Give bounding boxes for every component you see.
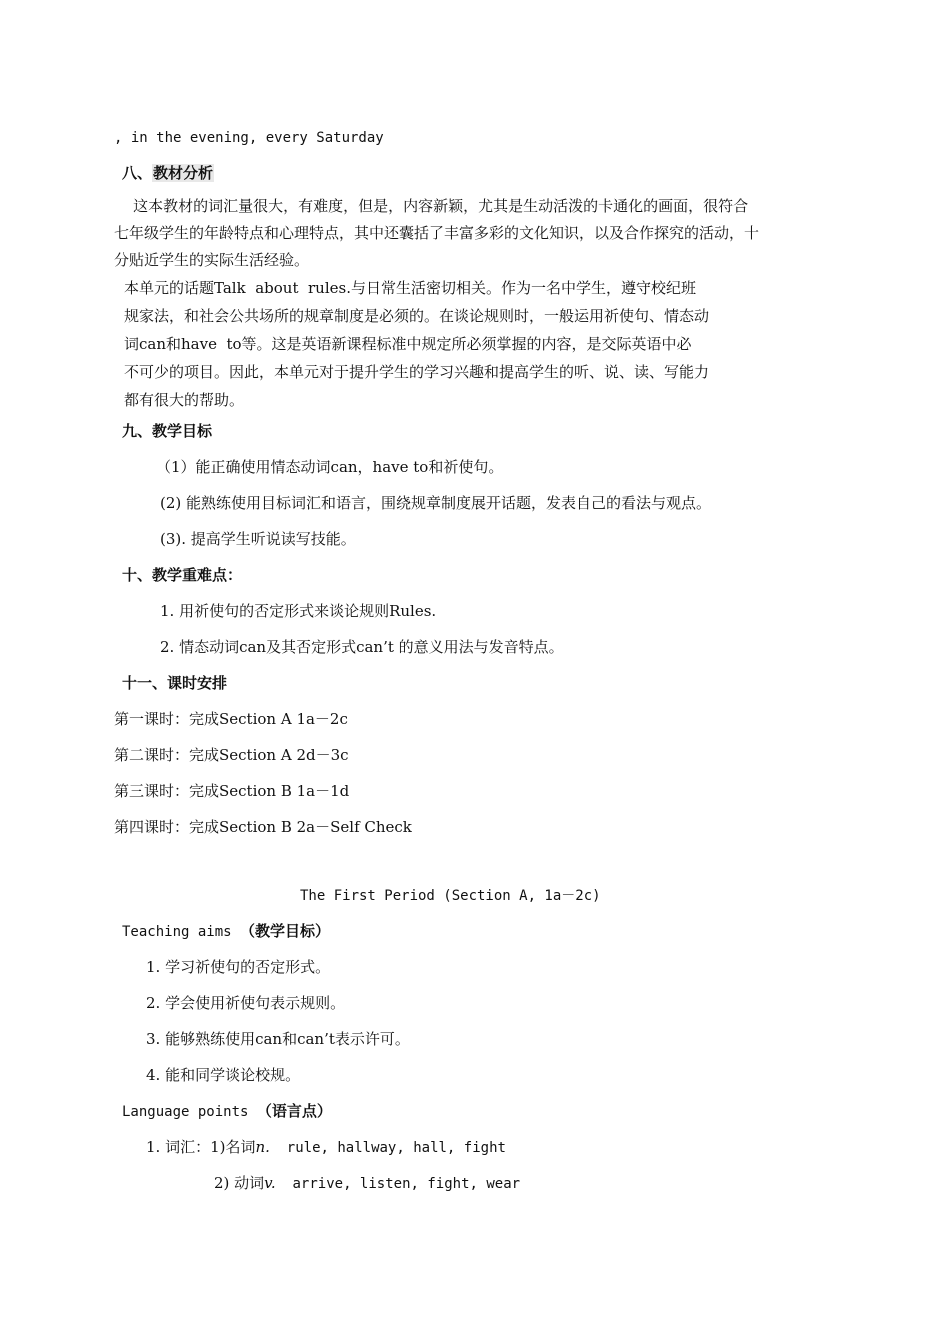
schedule-item: 第二课时：完成Section A 2d－3c (114, 746, 349, 764)
verb-abbr: v. (264, 1174, 276, 1192)
list-item: 4. 能和同学谈论校规。 (146, 1066, 301, 1084)
verb-prefix: 2) 动词 (214, 1174, 265, 1192)
verb-words: arrive, listen, fight, wear (275, 1176, 521, 1192)
section-9-title: 九、教学目标 (122, 422, 213, 440)
paragraph-line: 规家法，和社会公共场所的规章制度是必须的。在谈论规则时，一般运用祈使句、情态动 (124, 307, 710, 325)
list-item: 1. 学习祈使句的否定形式。 (146, 958, 331, 976)
list-item: 2. 学会使用祈使句表示规则。 (146, 994, 346, 1012)
language-points-label: Language points (122, 1104, 257, 1120)
paragraph-line: 不可少的项目。因此，本单元对于提升学生的学习兴趣和提高学生的听、说、读、写能力 (124, 363, 710, 381)
section-8-number: 八、 (122, 164, 153, 182)
paragraph-line: 这本教材的词汇量很大，有难度，但是，内容新颖，尤其是生动活泼的卡通化的画面，很符合 (114, 197, 749, 215)
noun-words: rule, hallway, hall, fight (269, 1140, 506, 1156)
list-item: 2. 情态动词can及其否定形式can’t 的意义用法与发音特点。 (160, 638, 564, 656)
paragraph-line: 七年级学生的年龄特点和心理特点，其中还囊括了丰富多彩的文化知识，以及合作探究的活动，十 (114, 224, 760, 242)
teaching-aims-label: Teaching aims (122, 924, 241, 940)
paragraph-line: 本单元的话题Talk about rules.与日常生活密切相关。作为一名中学生，遵守校纪班 (124, 279, 696, 297)
list-item: 3. 能够熟练使用can和can’t表示许可。 (146, 1030, 410, 1048)
section-8-title: 教材分析 (153, 164, 214, 182)
paragraph-line: 分贴近学生的实际生活经验。 (114, 251, 310, 269)
paragraph-line: 都有很大的帮助。 (124, 391, 245, 409)
intro-line: , in the evening, every Saturday (114, 130, 384, 146)
language-points-label-cn: （语言点） (256, 1102, 332, 1120)
section-8-heading (122, 163, 214, 183)
language-points-heading (122, 1101, 332, 1122)
teaching-aims-heading (122, 921, 330, 942)
schedule-item: 第四课时：完成Section B 2a－Self Check (114, 818, 412, 836)
schedule-item: 第三课时：完成Section B 1a－1d (114, 782, 350, 800)
list-item: (3). 提高学生听说读写技能。 (160, 530, 356, 548)
vocab-nouns (146, 1137, 506, 1158)
noun-abbr: n. (255, 1138, 270, 1156)
period-title: The First Period (Section A, 1a－2c) (300, 888, 601, 904)
vocab-verbs (214, 1173, 520, 1194)
paragraph-line: 词can和have to等。这是英语新课程标准中规定所必须掌握的内容，是交际英语中必 (124, 335, 692, 353)
list-item: （1）能正确使用情态动词can，have to和祈使句。 (156, 458, 504, 476)
section-11-title: 十一、课时安排 (122, 674, 228, 692)
section-10-title: 十、教学重难点： (122, 566, 243, 584)
vocab-prefix: 1. 词汇：1)名词 (146, 1138, 256, 1156)
list-item: (2) 能熟练使用目标词汇和语言，围绕规章制度展开话题，发表自己的看法与观点。 (160, 494, 712, 512)
list-item: 1. 用祈使句的否定形式来谈论规则Rules. (160, 602, 437, 620)
teaching-aims-label-cn: （教学目标） (240, 922, 331, 940)
schedule-item: 第一课时：完成Section A 1a－2c (114, 710, 348, 728)
